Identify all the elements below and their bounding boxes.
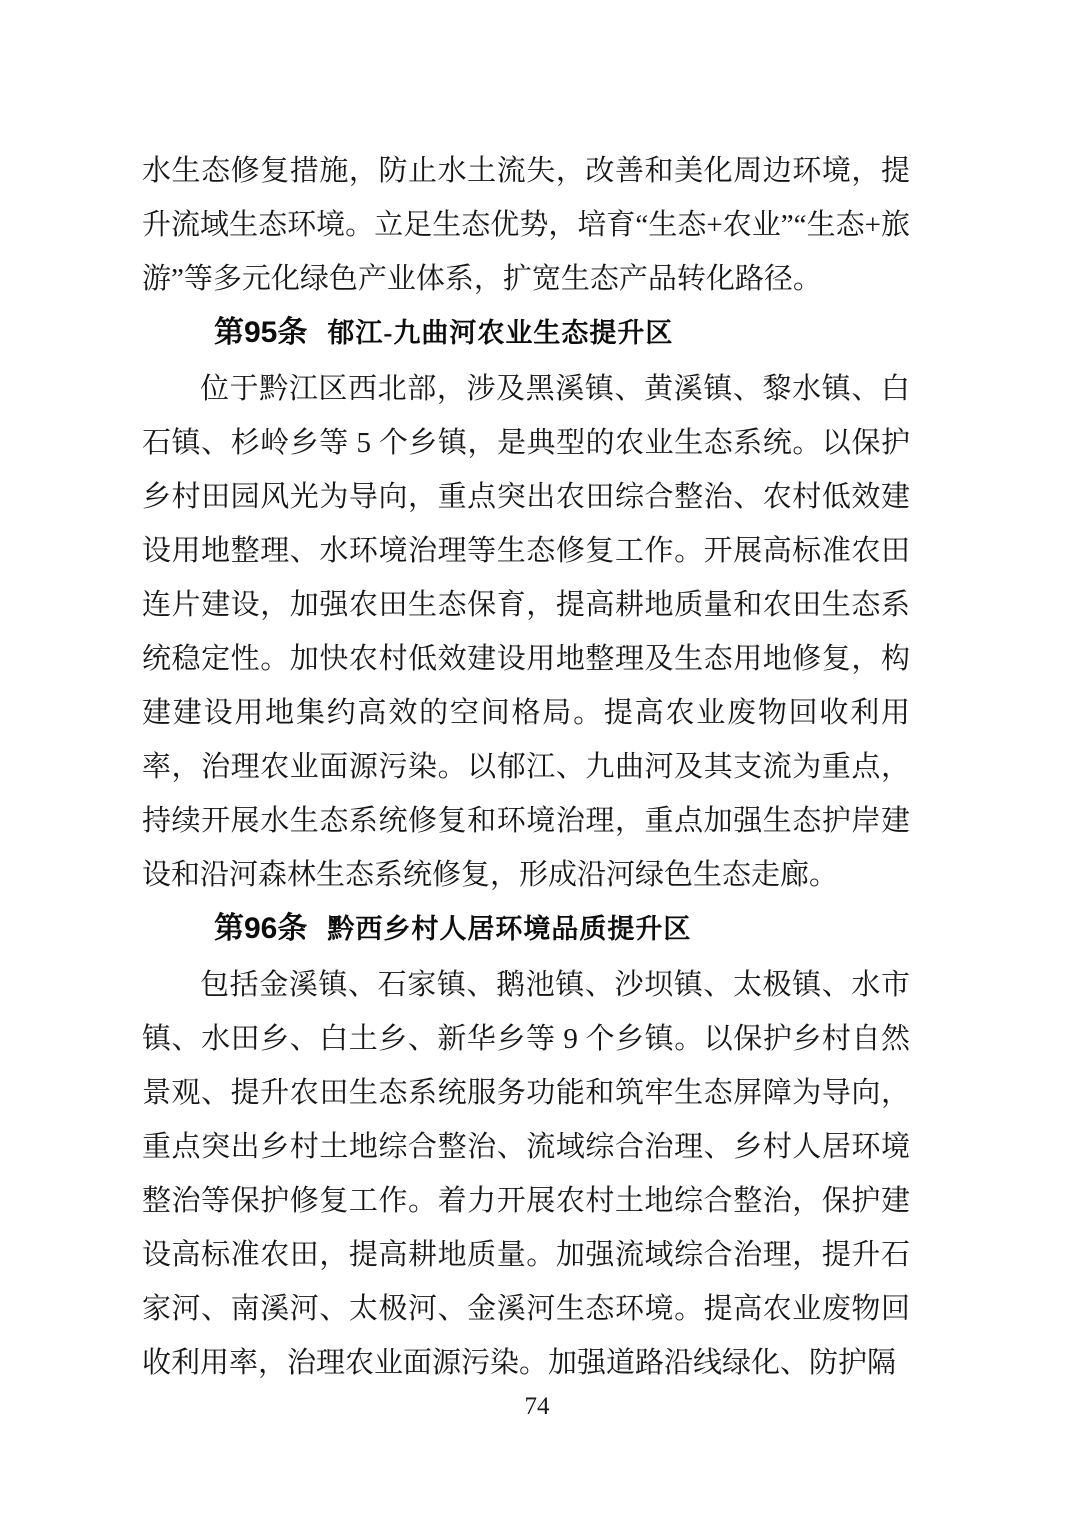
article-95-body: 位于黔江区西北部，涉及黑溪镇、黄溪镇、黎水镇、白石镇、杉岭乡等 5 个乡镇，是典型的农业生态系统。以保护乡村田园风光为导向，重点突出农田综合整治、农村低效建设用地整理、水环境治理等生态修复工作。开展高标准农田连片建设，加强农田生态保育，提高耕地质量和农田生态系统稳定性。加快农村低效建设用地整理及生态用地修复，构建建设用地集约高效的空间格局。提高农业废物回收利用率，治理农业面源污染。以郁江、九曲河及其支流为重点，持续开展水生态系统修复和环境治理，重点加强生态护岸建设和沿河森林生态系统修复，形成沿河绿色生态走廊。 (142, 373, 910, 891)
paragraph-continuation: 水生态修复措施，防止水土流失，改善和美化周边环境，提升流域生态环境。立足生态优势，培育“生态+农业”“生态+旅游”等多元化绿色产业体系，扩宽生态产品转化路径。 (142, 155, 910, 295)
article-96-body: 包括金溪镇、石家镇、鹅池镇、沙坝镇、太极镇、水市镇、水田乡、白土乡、新华乡等 9 个乡镇。以保护乡村自然景观、提升农田生态系统服务功能和筑牢生态屏障为导向，重点突出乡村土地综合整治、流域综合治理、乡村人居环境整治等保护修复工作。着力开展农村土地综合整治，保护建设高标准农田，提高耕地质量。加强流域综合治理，提升石家河、南溪河、太极河、金溪河生态环境。提高农业废物回收利用率，治理农业面源污染。加强道路沿线绿化、防护隔 (142, 969, 910, 1379)
article-96-heading (142, 902, 910, 958)
article-95-number: 第95条 (214, 316, 308, 349)
page-content (142, 144, 910, 1390)
article-96-number: 第96条 (214, 912, 308, 945)
page-number: 74 (524, 1393, 550, 1420)
article-96-title: 黔西乡村人居环境品质提升区 (327, 914, 692, 944)
article-95-heading (142, 306, 910, 362)
article-95-title: 郁江-九曲河农业生态提升区 (327, 318, 674, 348)
